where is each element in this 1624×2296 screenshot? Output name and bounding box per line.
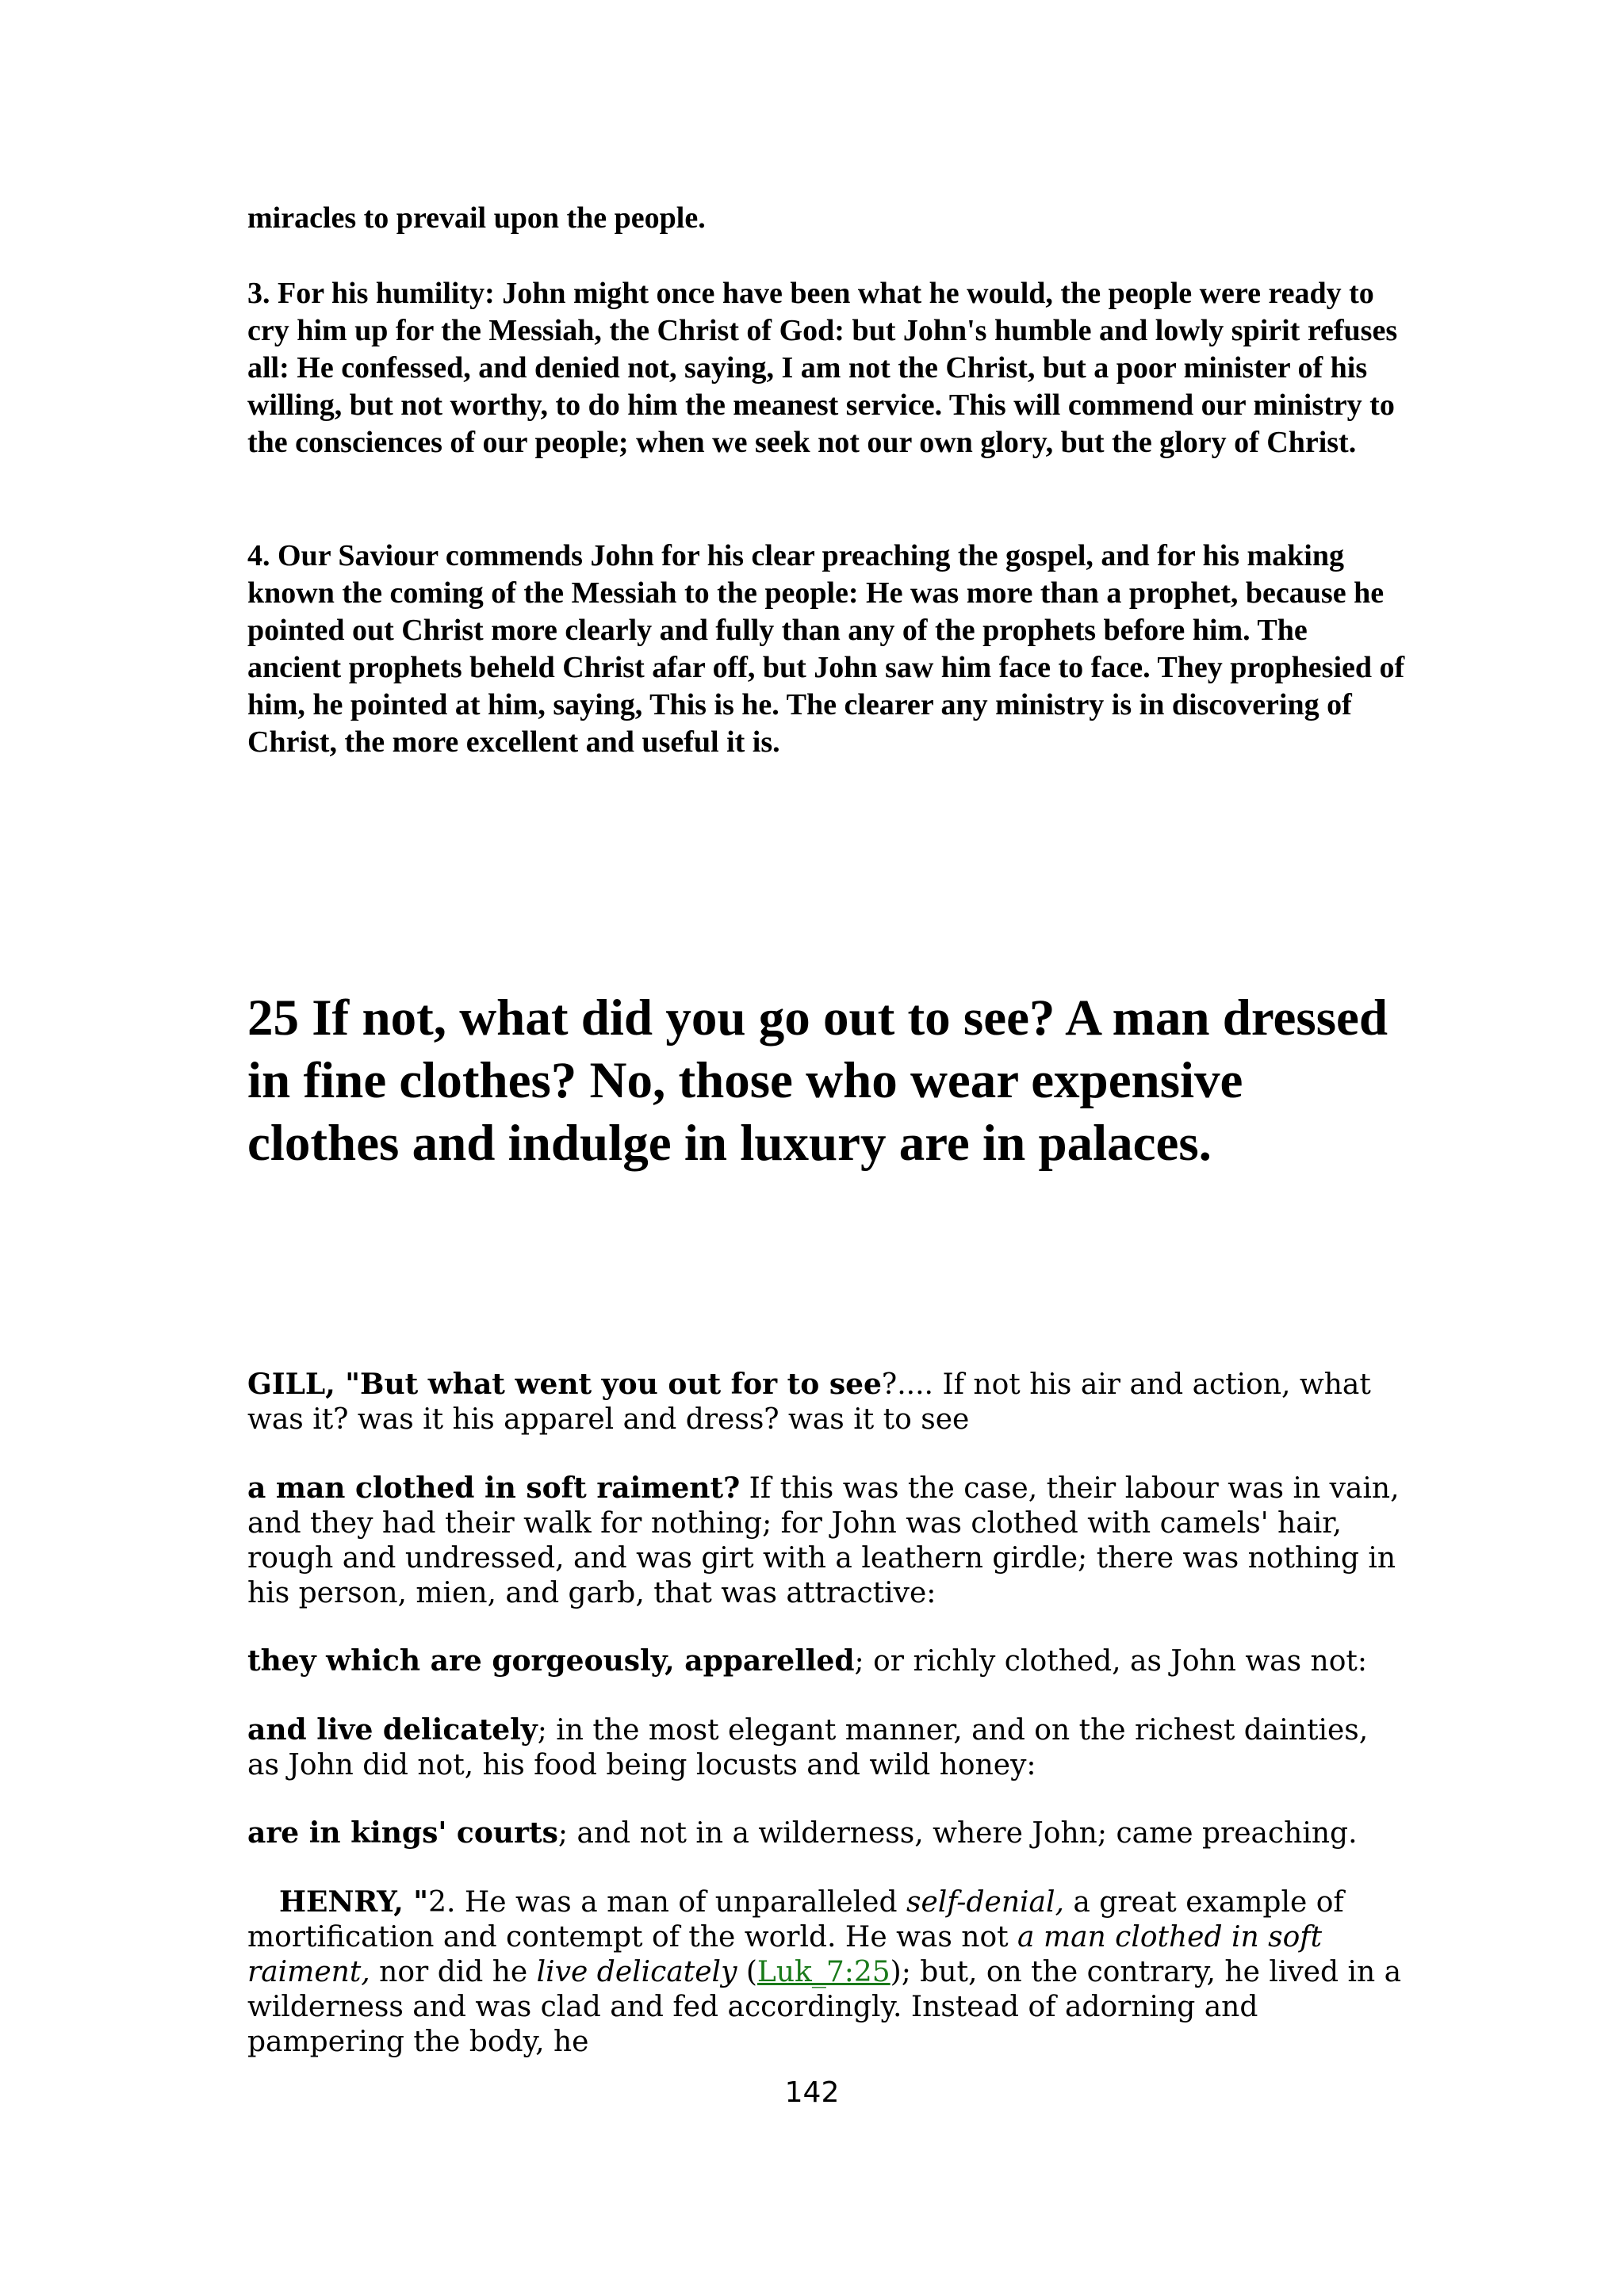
page-number: 142 <box>784 2076 840 2109</box>
verse-heading: 25 If not, what did you go out to see? A man dressed in fine clothes? No, those who wear expensive clothes and indulge in luxury are in palaces. <box>247 989 1388 1172</box>
gill-paragraph-5 <box>247 1816 1405 1851</box>
gill-paragraph-4 <box>247 1712 1405 1783</box>
gill-phrase-1: But what went you out for to see <box>360 1368 882 1401</box>
gill-paragraph-1 <box>247 1367 1405 1437</box>
scripture-link-luk-7-25[interactable]: Luk_7:25 <box>756 1956 891 1988</box>
henry-paragraph <box>247 1885 1405 2060</box>
gill-phrase-5: are in kings' courts <box>247 1816 558 1850</box>
henry-text-5: ); but, on the contrary, he lived in a wilderness and was clad and fed accordingly. Instead of adorning and pampering the body, he <box>247 1956 1402 2058</box>
henry-italic-3: live delicately <box>536 1956 737 1988</box>
gill-phrase-4: and live delicately <box>247 1713 538 1747</box>
gill-text-5: ; and not in a wilderness, where John; came preaching. <box>557 1817 1358 1850</box>
calvin-paragraph-2: 3. For his humility: John might once have been what he would, the people were ready to cry him up for the Messiah, the Christ of God: but John's humble and lowly spirit refuses all: He confessed, and denied not, saying, I am not the Christ, but a poor minister of his willing, but not worthy, to do him the meanest service. This will commend our ministry to the consciences of our people; when we seek not our own glory, but the glory of Christ. <box>247 277 1398 459</box>
henry-text-1: 2. He was a man of unparalleled <box>428 1886 906 1919</box>
gill-text-3: ; or richly clothed, as John was not: <box>854 1645 1367 1678</box>
calvin-paragraph-1: miracles to prevail upon the people. <box>247 201 706 235</box>
henry-text-2: a great example of mortification and contempt of the world. He was not <box>247 1886 1344 1954</box>
gill-phrase-3: they which are gorgeously, apparelled <box>247 1644 855 1678</box>
henry-label: HENRY, " <box>279 1885 429 1919</box>
gill-text-1: ?.... If not his air and action, what was it? was it his apparel and dress? was it to see <box>247 1368 1371 1436</box>
calvin-paragraph-3: 4. Our Saviour commends John for his clear preaching the gospel, and for his making known the coming of the Messiah to the people: He was more than a prophet, because he pointed out Christ more clearly and fully than any of the prophets before him. The ancient prophets beheld Christ afar off, but John saw him face to face. They prophesied of him, he pointed at him, saying, This is he. The clearer any ministry is in discovering of Christ, the more excellent and useful it is. <box>247 539 1405 759</box>
henry-text-4: ( <box>737 1956 757 1988</box>
gill-paragraph-3 <box>247 1644 1405 1679</box>
gill-text-2: If this was the case, their labour was in vain, and they had their walk for nothing; for John was clothed with camels' hair, rough and undressed, and was girt with a leathern girdle; there was nothing in his person, mien, and garb, that was attractive: <box>247 1472 1400 1609</box>
gill-phrase-2: a man clothed in soft raiment? <box>247 1471 741 1505</box>
gill-text-4: ; in the most elegant manner, and on the richest dainties, as John did not, his food being locusts and wild honey: <box>247 1714 1369 1781</box>
gill-paragraph-2 <box>247 1471 1405 1611</box>
gill-label: GILL, " <box>247 1368 361 1401</box>
henry-italic-1: self-denial, <box>906 1886 1064 1919</box>
henry-italic-2: a man clothed in soft raiment, <box>247 1921 1323 1988</box>
henry-text-3: nor did he <box>370 1956 537 1988</box>
